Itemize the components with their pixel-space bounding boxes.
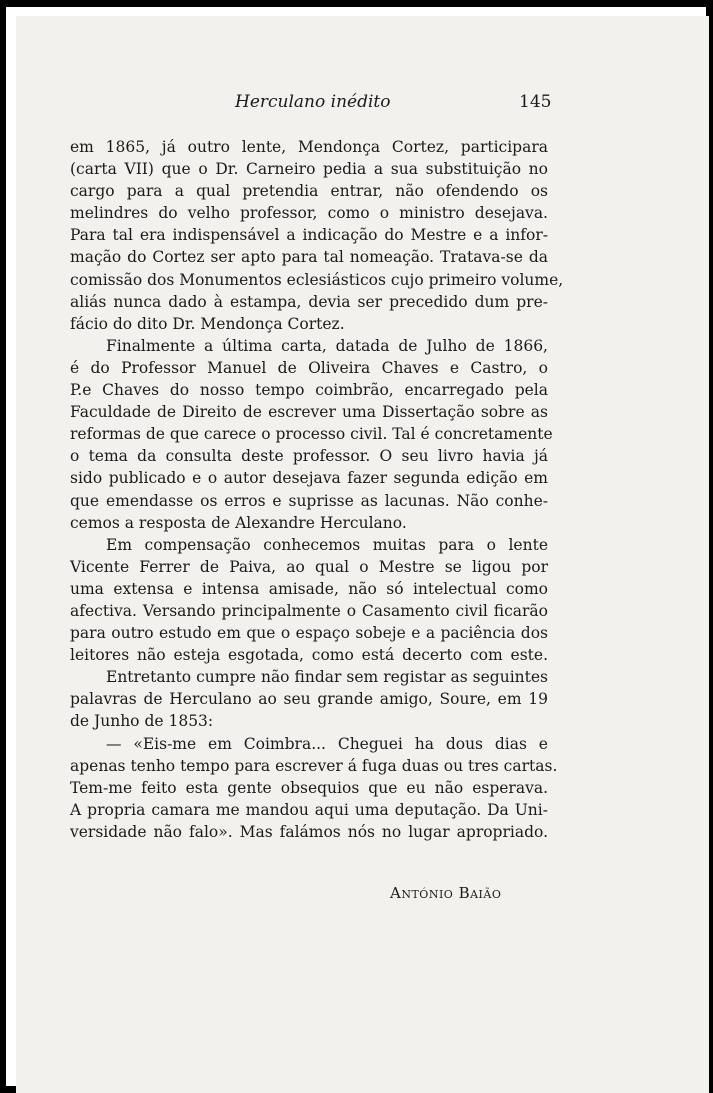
text-line: versidade não falo». Mas falámos nós no lugar apropriado. [70,822,548,841]
text-line: cargo para a qual pretendia entrar, não ofendendo os [70,182,548,201]
text-line: Vicente Ferrer de Paiva, ao qual o Mestre se ligou por [70,557,548,576]
paragraph-5-quotation [70,733,558,843]
page-header [16,92,709,116]
text-line: mação do Cortez ser apto para tal nomeação. Tratava-se da [70,248,548,267]
text-line: aliás nunca dado à estampa, devia ser precedido dum pre- [70,292,548,311]
text-line: cemos a resposta de Alexandre Herculano. [70,513,407,532]
text-line: é do Professor Manuel de Oliveira Chaves e Castro, o [70,358,548,377]
text-line: de Junho de 1853: [70,712,214,731]
text-line: — «Eis-me em Coimbra... Cheguei ha dous dias e [106,734,548,753]
page-number: 145 [519,92,552,112]
body-text [70,136,564,843]
paragraph-1 [70,136,564,335]
text-line: Finalmente a última carta, datada de Julho de 1866, [106,336,548,355]
paragraph-2 [70,335,553,534]
text-line: reformas de que carece o processo civil. Tal é concretamente [70,425,553,444]
text-line: em 1865, já outro lente, Mendonça Cortez, participara [70,138,548,156]
text-line: fácio do dito Dr. Mendonça Cortez. [70,314,345,333]
text-line: sido publicado e o autor desejava fazer segunda edição em [70,469,548,488]
book-page [16,16,709,1093]
text-line: Em compensação conhecemos muitas para o lente [106,535,548,554]
text-line: Para tal era indispensável a indicação do Mestre e a infor- [70,226,548,245]
text-line: palavras de Herculano ao seu grande amigo, Soure, em 19 [70,690,548,709]
text-line: Entretanto cumpre não findar sem registar as seguintes [106,668,548,687]
text-line: A propria camara me mandou aqui uma deputação. Da Uni- [70,800,548,819]
text-line: que emendasse os erros e suprisse as lacunas. Não conhe- [70,491,548,510]
text-line: Tem-me feito esta gente obsequios que eu não esperava. [70,778,548,797]
text-line: (carta VII) que o Dr. Carneiro pedia a sua substituição no [70,160,548,179]
text-line: afectiva. Versando principalmente o Casamento civil ficarão [70,601,548,620]
author-signature: António Baião [390,884,502,902]
text-line: Faculdade de Direito de escrever uma Dissertação sobre as [70,403,548,422]
paragraph-3 [70,534,548,667]
paragraph-4 [70,666,548,732]
running-title: Herculano inédito [235,92,391,112]
text-line: melindres do velho professor, como o ministro desejava. [70,204,548,223]
text-line: leitores não esteja esgotada, como está decerto com este. [70,646,548,665]
text-line: uma extensa e intensa amisade, não só intelectual como [70,579,548,598]
text-line: o tema da consulta deste professor. O seu livro havia já [70,447,548,466]
text-line: para outro estudo em que o espaço sobeje e a paciência dos [70,624,548,643]
text-line: P.e Chaves do nosso tempo coimbrão, encarregado pela [70,381,548,400]
text-line: comissão dos Monumentos eclesiásticos cujo primeiro volume, [70,270,564,289]
text-line: apenas tenho tempo para escrever á fuga duas ou tres cartas. [70,756,558,775]
